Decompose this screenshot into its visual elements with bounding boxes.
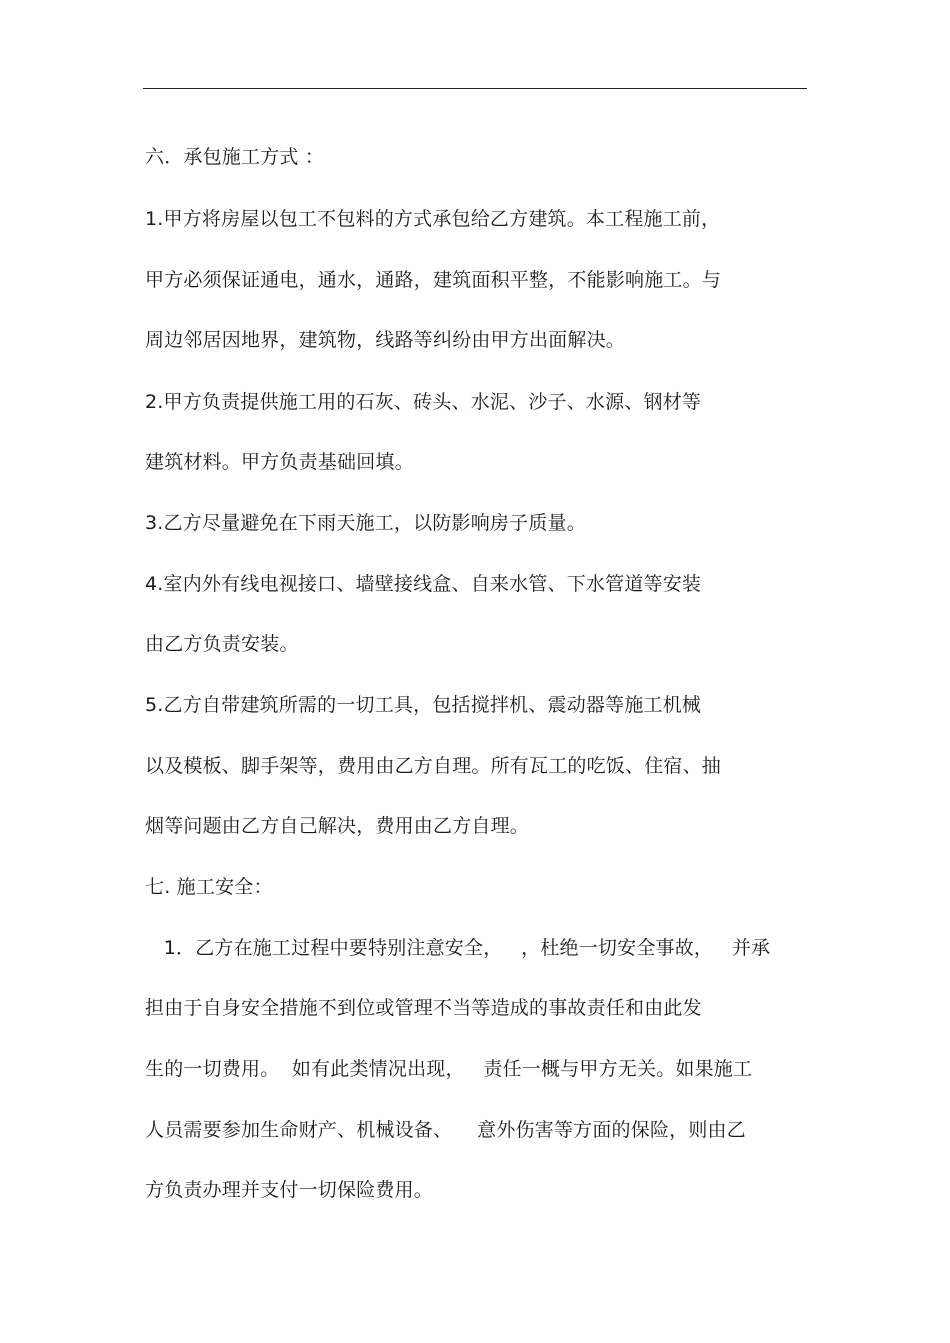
text-line: 2.甲方负责提供施工用的石灰、砖头、水泥、沙子、水源、钢材等	[145, 391, 702, 413]
text-line: 方负责办理并支付一切保险费用。	[145, 1179, 434, 1201]
text-line: 1．乙方在施工过程中要特别注意安全， ，杜绝一切安全事故， 并承	[145, 937, 771, 959]
text-line: 1.甲方将房屋以包工不包料的方式承包给乙方建筑。本工程施工前，	[145, 208, 721, 230]
text-line: 生的一切费用。 如有此类情况出现， 责任一概与甲方无关。如果施工	[145, 1058, 753, 1080]
text-line: 由乙方负责安装。	[145, 633, 299, 655]
text-line: 甲方必须保证通电，通水，通路，建筑面积平整，不能影响施工。与	[145, 269, 722, 291]
text-line: 烟等问题由乙方自己解决，费用由乙方自理。	[145, 815, 530, 837]
text-line: 担由于自身安全措施不到位或管理不当等造成的事故责任和由此发	[145, 997, 702, 1019]
text-line: 3.乙方尽量避免在下雨天施工，以防影响房子质量。	[145, 512, 586, 534]
header-rule	[143, 88, 807, 89]
text-line: 4.室内外有线电视接口、墙壁接线盒、自来水管、下水管道等安装	[145, 573, 702, 595]
section-heading-six: 六．承包施工方式 ：	[145, 146, 325, 168]
text-line: 建筑材料。甲方负责基础回填。	[145, 451, 414, 473]
text-line: 人员需要参加生命财产、机械设备、 意外伤害等方面的保险，则由乙	[145, 1119, 746, 1141]
section-heading-seven: 七. 施工安全：	[145, 876, 273, 898]
text-line: 以及模板、脚手架等，费用由乙方自理。所有瓦工的吃饭、住宿、抽	[145, 755, 722, 777]
text-line: 5.乙方自带建筑所需的一切工具，包括搅拌机、震动器等施工机械	[145, 694, 702, 716]
text-line: 周边邻居因地界，建筑物，线路等纠纷由甲方出面解决。	[145, 329, 626, 351]
